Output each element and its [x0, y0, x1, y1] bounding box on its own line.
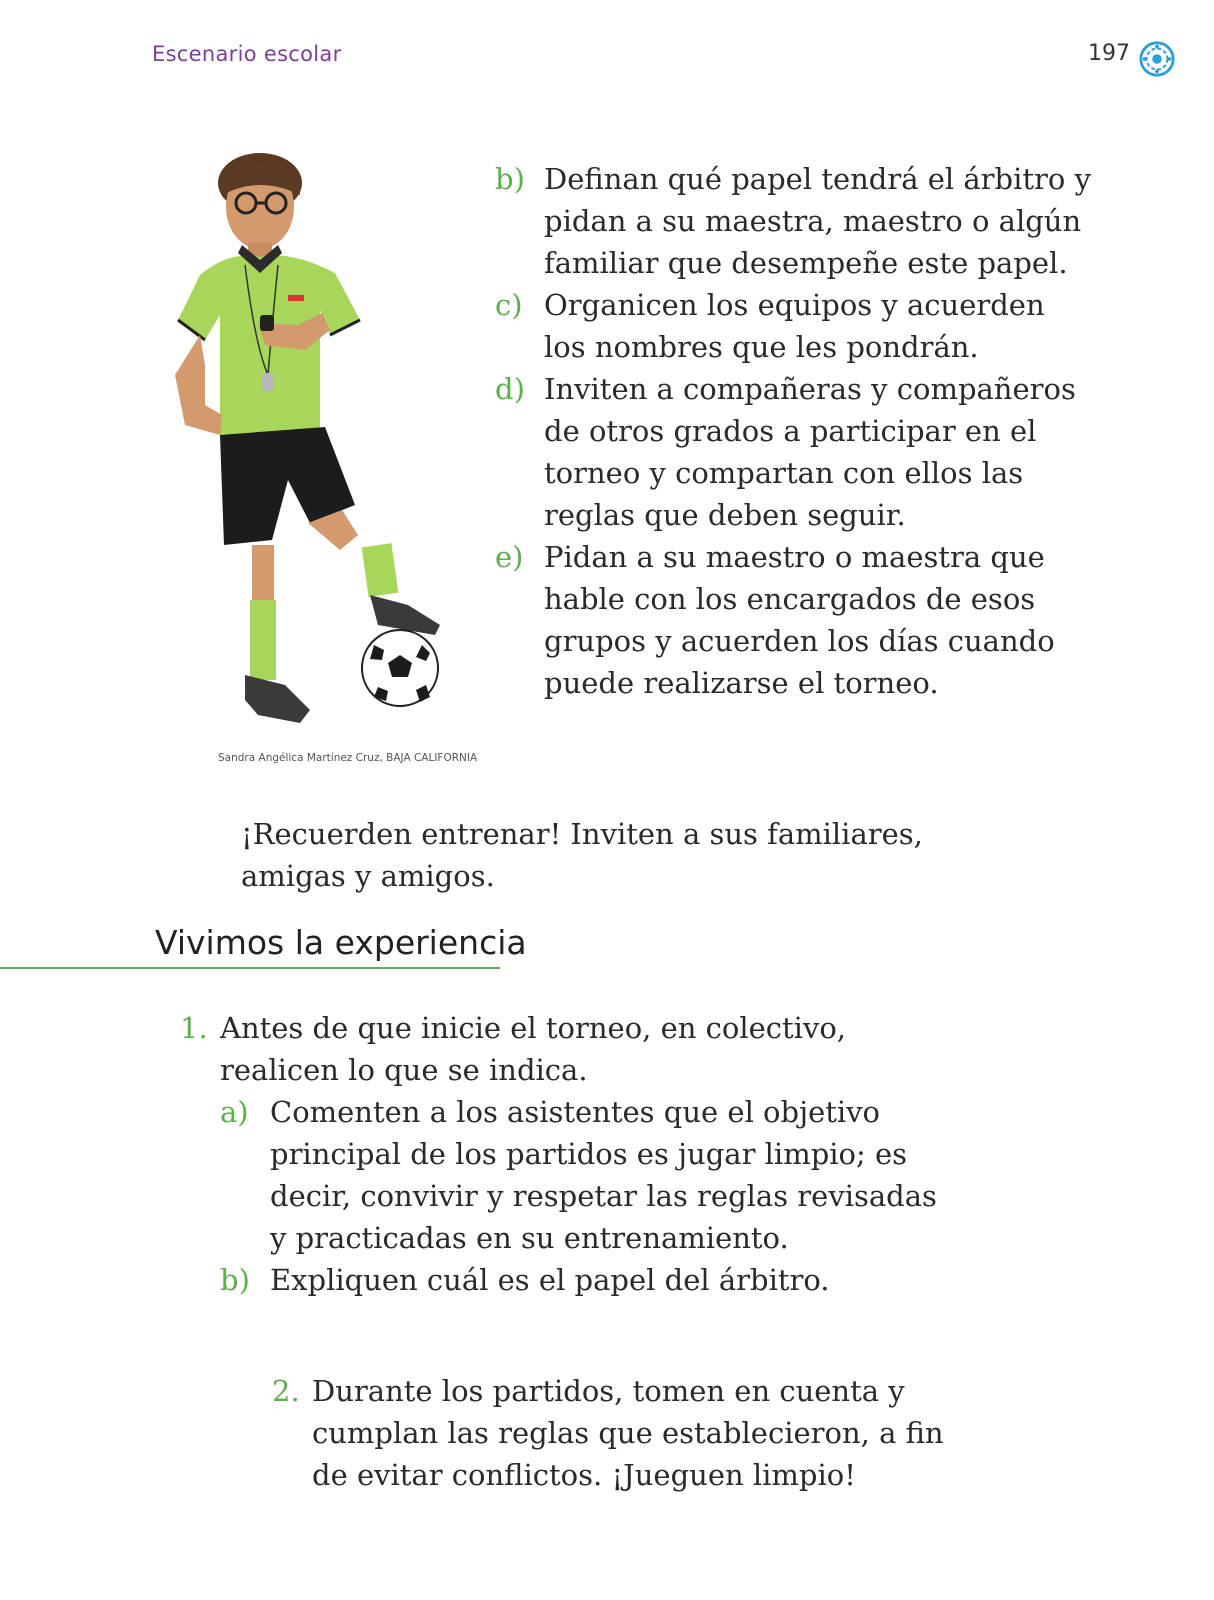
referee-illustration [160, 145, 470, 745]
page-number: 197 [1088, 41, 1130, 66]
item-marker: d) [495, 372, 525, 406]
step-text: Antes de que inicie el torneo, en colectivo, realicen lo que se indica. [220, 1011, 847, 1087]
section-header: Escenario escolar [152, 42, 342, 66]
step-marker: 1. [180, 1011, 208, 1045]
illustration-credit: Sandra Angélica Martínez Cruz, BAJA CALIFORNIA [218, 752, 478, 764]
item-text: Pidan a su maestro o maestra que hable con los encargados de esos grupos y acuerden los días cuando puede realizarse el torneo. [544, 540, 1055, 700]
item-marker: c) [495, 288, 523, 322]
list-item [495, 158, 1095, 284]
steps-list [180, 1007, 940, 1301]
step-item [180, 1007, 940, 1301]
substep-text: Expliquen cuál es el papel del árbitro. [270, 1263, 830, 1297]
substep-marker: a) [220, 1095, 249, 1129]
list-item [495, 284, 1095, 368]
item-text: Definan qué papel tendrá el árbitro y pidan a su maestra, maestro o algún familiar que desempeñe este papel. [544, 162, 1091, 280]
substep-marker: b) [220, 1263, 250, 1297]
step-item [272, 1370, 972, 1496]
item-marker: e) [495, 540, 524, 574]
section-divider [0, 967, 500, 969]
substep-item [220, 1259, 940, 1301]
substep-item [220, 1091, 940, 1259]
substep-text: Comenten a los asistentes que el objetivo principal de los partidos es jugar limpio; es decir, convivir y respetar las reglas revisadas y practicadas en su entrenamiento. [270, 1095, 937, 1255]
list-item [495, 536, 1095, 704]
section-title: Vivimos la experiencia [155, 923, 527, 962]
reminder-note: ¡Recuerden entrenar! Inviten a sus familiares, amigas y amigos. [241, 817, 923, 893]
item-text: Organicen los equipos y acuerden los nombres que les pondrán. [544, 288, 1045, 364]
steps-list-2 [272, 1370, 972, 1496]
step-marker: 2. [272, 1374, 300, 1408]
list-item [495, 368, 1095, 536]
item-text: Inviten a compañeras y compañeros de otros grados a participar en el torneo y compartan con ellos las reglas que deben seguir. [544, 372, 1076, 532]
step-text: Durante los partidos, tomen en cuenta y cumplan las reglas que establecieron, a fin de evitar conflictos. ¡Jueguen limpio! [312, 1374, 944, 1492]
item-marker: b) [495, 162, 525, 196]
activity-list-top [495, 158, 1095, 704]
substep-list [220, 1091, 940, 1301]
flower-badge-icon [1138, 40, 1176, 78]
